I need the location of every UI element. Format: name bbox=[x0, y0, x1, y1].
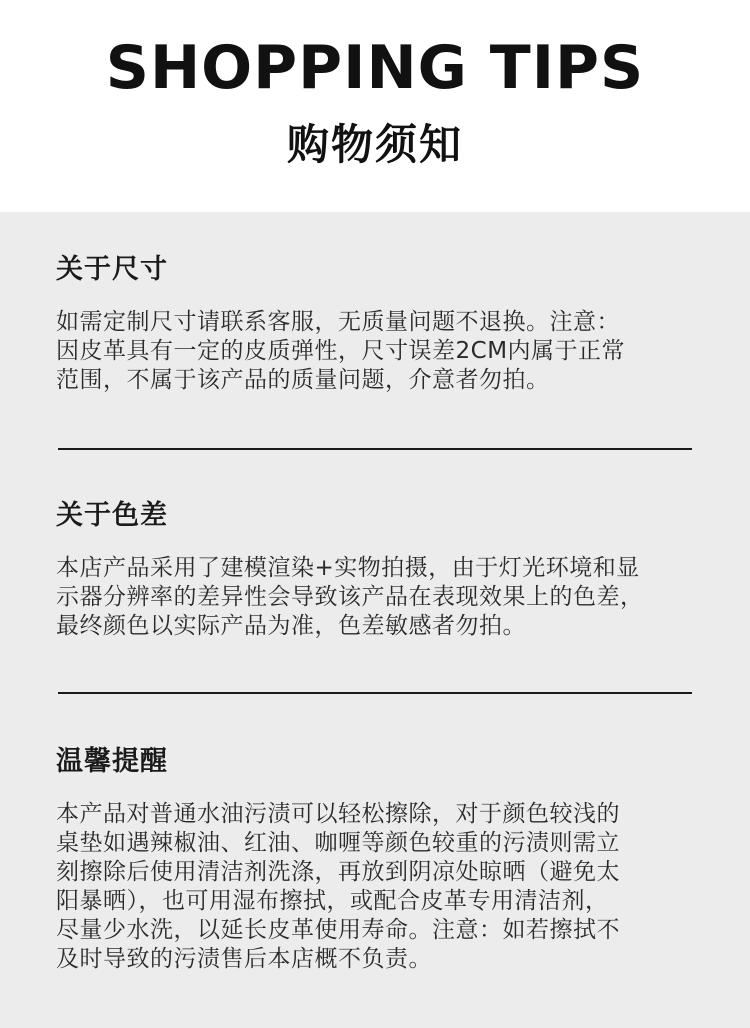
header bbox=[0, 0, 750, 212]
text-line: 如需定制尺寸请联系客服，无质量问题不退换。注意： bbox=[56, 309, 620, 335]
text-line: 本店产品采用了建模渲染+实物拍摄，由于灯光环境和显 bbox=[56, 555, 640, 581]
section-title-color: 关于色差 bbox=[56, 500, 168, 531]
section-size bbox=[56, 250, 706, 395]
text-line: 示器分辨率的差异性会导致该产品在表现效果上的色差， bbox=[56, 584, 644, 610]
section-color bbox=[56, 496, 706, 641]
section-body-reminder bbox=[56, 800, 706, 974]
section-body-size bbox=[56, 308, 706, 395]
section-title-size: 关于尺寸 bbox=[56, 254, 168, 285]
text-line: 范围，不属于该产品的质量问题，介意者勿拍。 bbox=[56, 367, 550, 393]
text-line: 桌垫如遇辣椒油、红油、咖喱等颜色较重的污渍则需立 bbox=[56, 830, 620, 856]
text-line: 刻擦除后使用清洁剂洗涤，再放到阴凉处晾晒（避免太 bbox=[56, 859, 620, 885]
page-title-chinese: 购物须知 bbox=[286, 120, 463, 169]
text-line: 最终颜色以实际产品为准，色差敏感者勿拍。 bbox=[56, 613, 526, 639]
section-body-color bbox=[56, 554, 706, 641]
text-line: 尽量少水洗，以延长皮革使用寿命。注意：如若擦拭不 bbox=[56, 917, 620, 943]
text-line: 阳暴晒），也可用湿布擦拭，或配合皮革专用清洁剂， bbox=[56, 888, 609, 914]
section-title-reminder: 温馨提醒 bbox=[56, 746, 168, 777]
page-title-english: SHOPPING TIPS bbox=[105, 33, 645, 103]
section-reminder bbox=[56, 742, 706, 974]
text-line: 因皮革具有一定的皮质弹性，尺寸误差2CM内属于正常 bbox=[56, 338, 626, 364]
text-line: 及时导致的污渍售后本店概不负责。 bbox=[56, 946, 432, 972]
divider bbox=[58, 692, 692, 694]
divider bbox=[58, 448, 692, 450]
text-line: 本产品对普通水油污渍可以轻松擦除，对于颜色较浅的 bbox=[56, 801, 620, 827]
